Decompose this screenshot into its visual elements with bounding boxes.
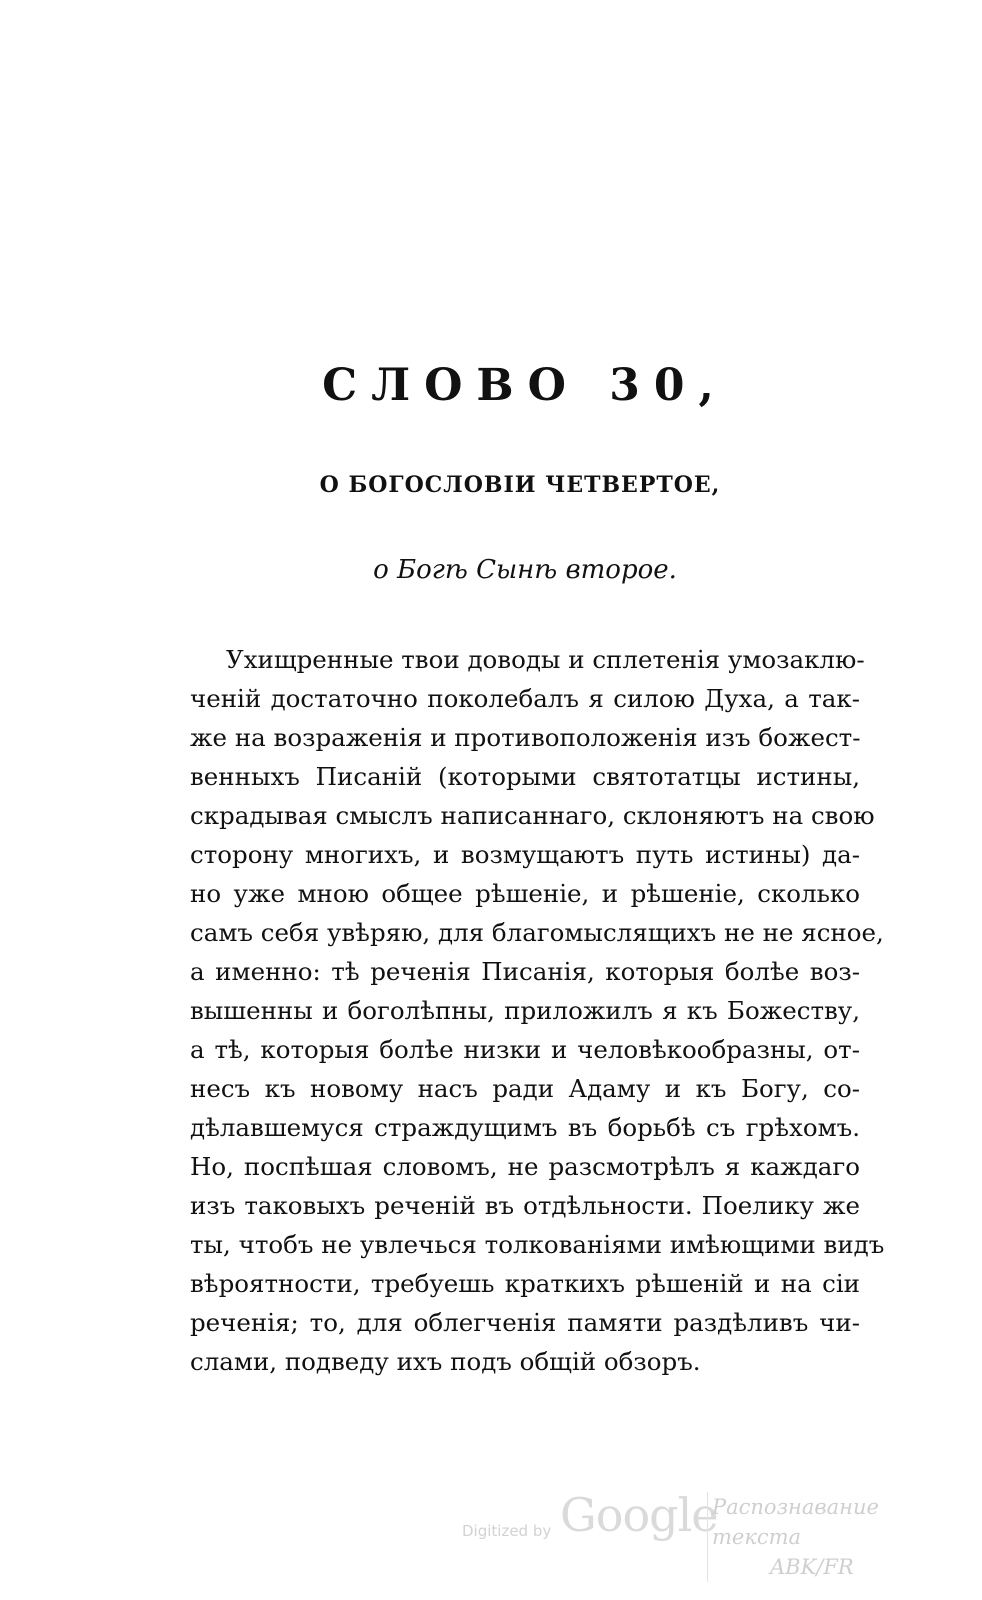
digitized-by-label: Digitized by [462,1522,552,1540]
digitization-watermark [462,1488,962,1579]
text-line: а именно: тѣ реченія Писанія, которыя болѣе воз- [190,957,860,986]
text-line: же на возраженія и противоположенія изъ божест- [190,723,861,752]
text-line: венныхъ Писаній (которыми святотатцы истины, [190,762,860,791]
chapter-subtitle: О БОГОСЛОВІИ ЧЕТВЕРТОЕ, [319,472,721,498]
chapter-subsubtitle: о Богѣ Сынѣ второе. [373,555,677,585]
text-line: изъ таковыхъ реченій въ отдѣльности. Поелику же [190,1191,860,1220]
body-paragraph [190,640,885,1381]
text-line: вѣроятности, требуешь краткихъ рѣшеній и на сіи [190,1269,860,1298]
google-watermark: Google [560,1488,718,1542]
text-line: но уже мною общее рѣшеніе, и рѣшеніе, сколько [190,879,860,908]
text-line: несъ къ новому насъ ради Адаму и къ Богу, со- [190,1074,860,1103]
chapter-title: СЛОВО 30, [322,360,728,411]
text-line: самъ себя увѣряю, для благомыслящихъ не не ясное, [190,918,884,947]
text-line: Ухищренные твои доводы и сплетенія умозаклю- [226,645,865,674]
text-line: Но, поспѣшая словомъ, не разсмотрѣлъ я каждаго [190,1152,860,1181]
text-line: ченій достаточно поколебалъ я силою Духа, а так- [190,684,860,713]
ocr-credit-line: ABK/FR [770,1555,854,1579]
text-line: ты, чтобъ не увлечься толкованіями имѣющими видъ [190,1230,885,1259]
text-line: а тѣ, которыя болѣе низки и человѣкообразны, от- [190,1035,860,1064]
text-line: вышенны и боголѣпны, приложилъ я къ Божеству, [190,996,860,1025]
ocr-credit-line: Распознавание текста [712,1495,879,1549]
text-line: сторону многихъ, и возмущаютъ путь истины) да- [190,840,860,869]
text-line: слами, подведу ихъ подъ общій обзоръ. [190,1347,701,1376]
ocr-credit [707,1492,962,1582]
text-line: дѣлавшемуся страждущимъ въ борьбѣ съ грѣхомъ. [190,1113,860,1142]
text-line: реченія; то, для облегченія памяти раздѣливъ чи- [190,1308,860,1337]
text-line: скрадывая смыслъ написаннаго, склоняютъ на свою [190,801,875,830]
